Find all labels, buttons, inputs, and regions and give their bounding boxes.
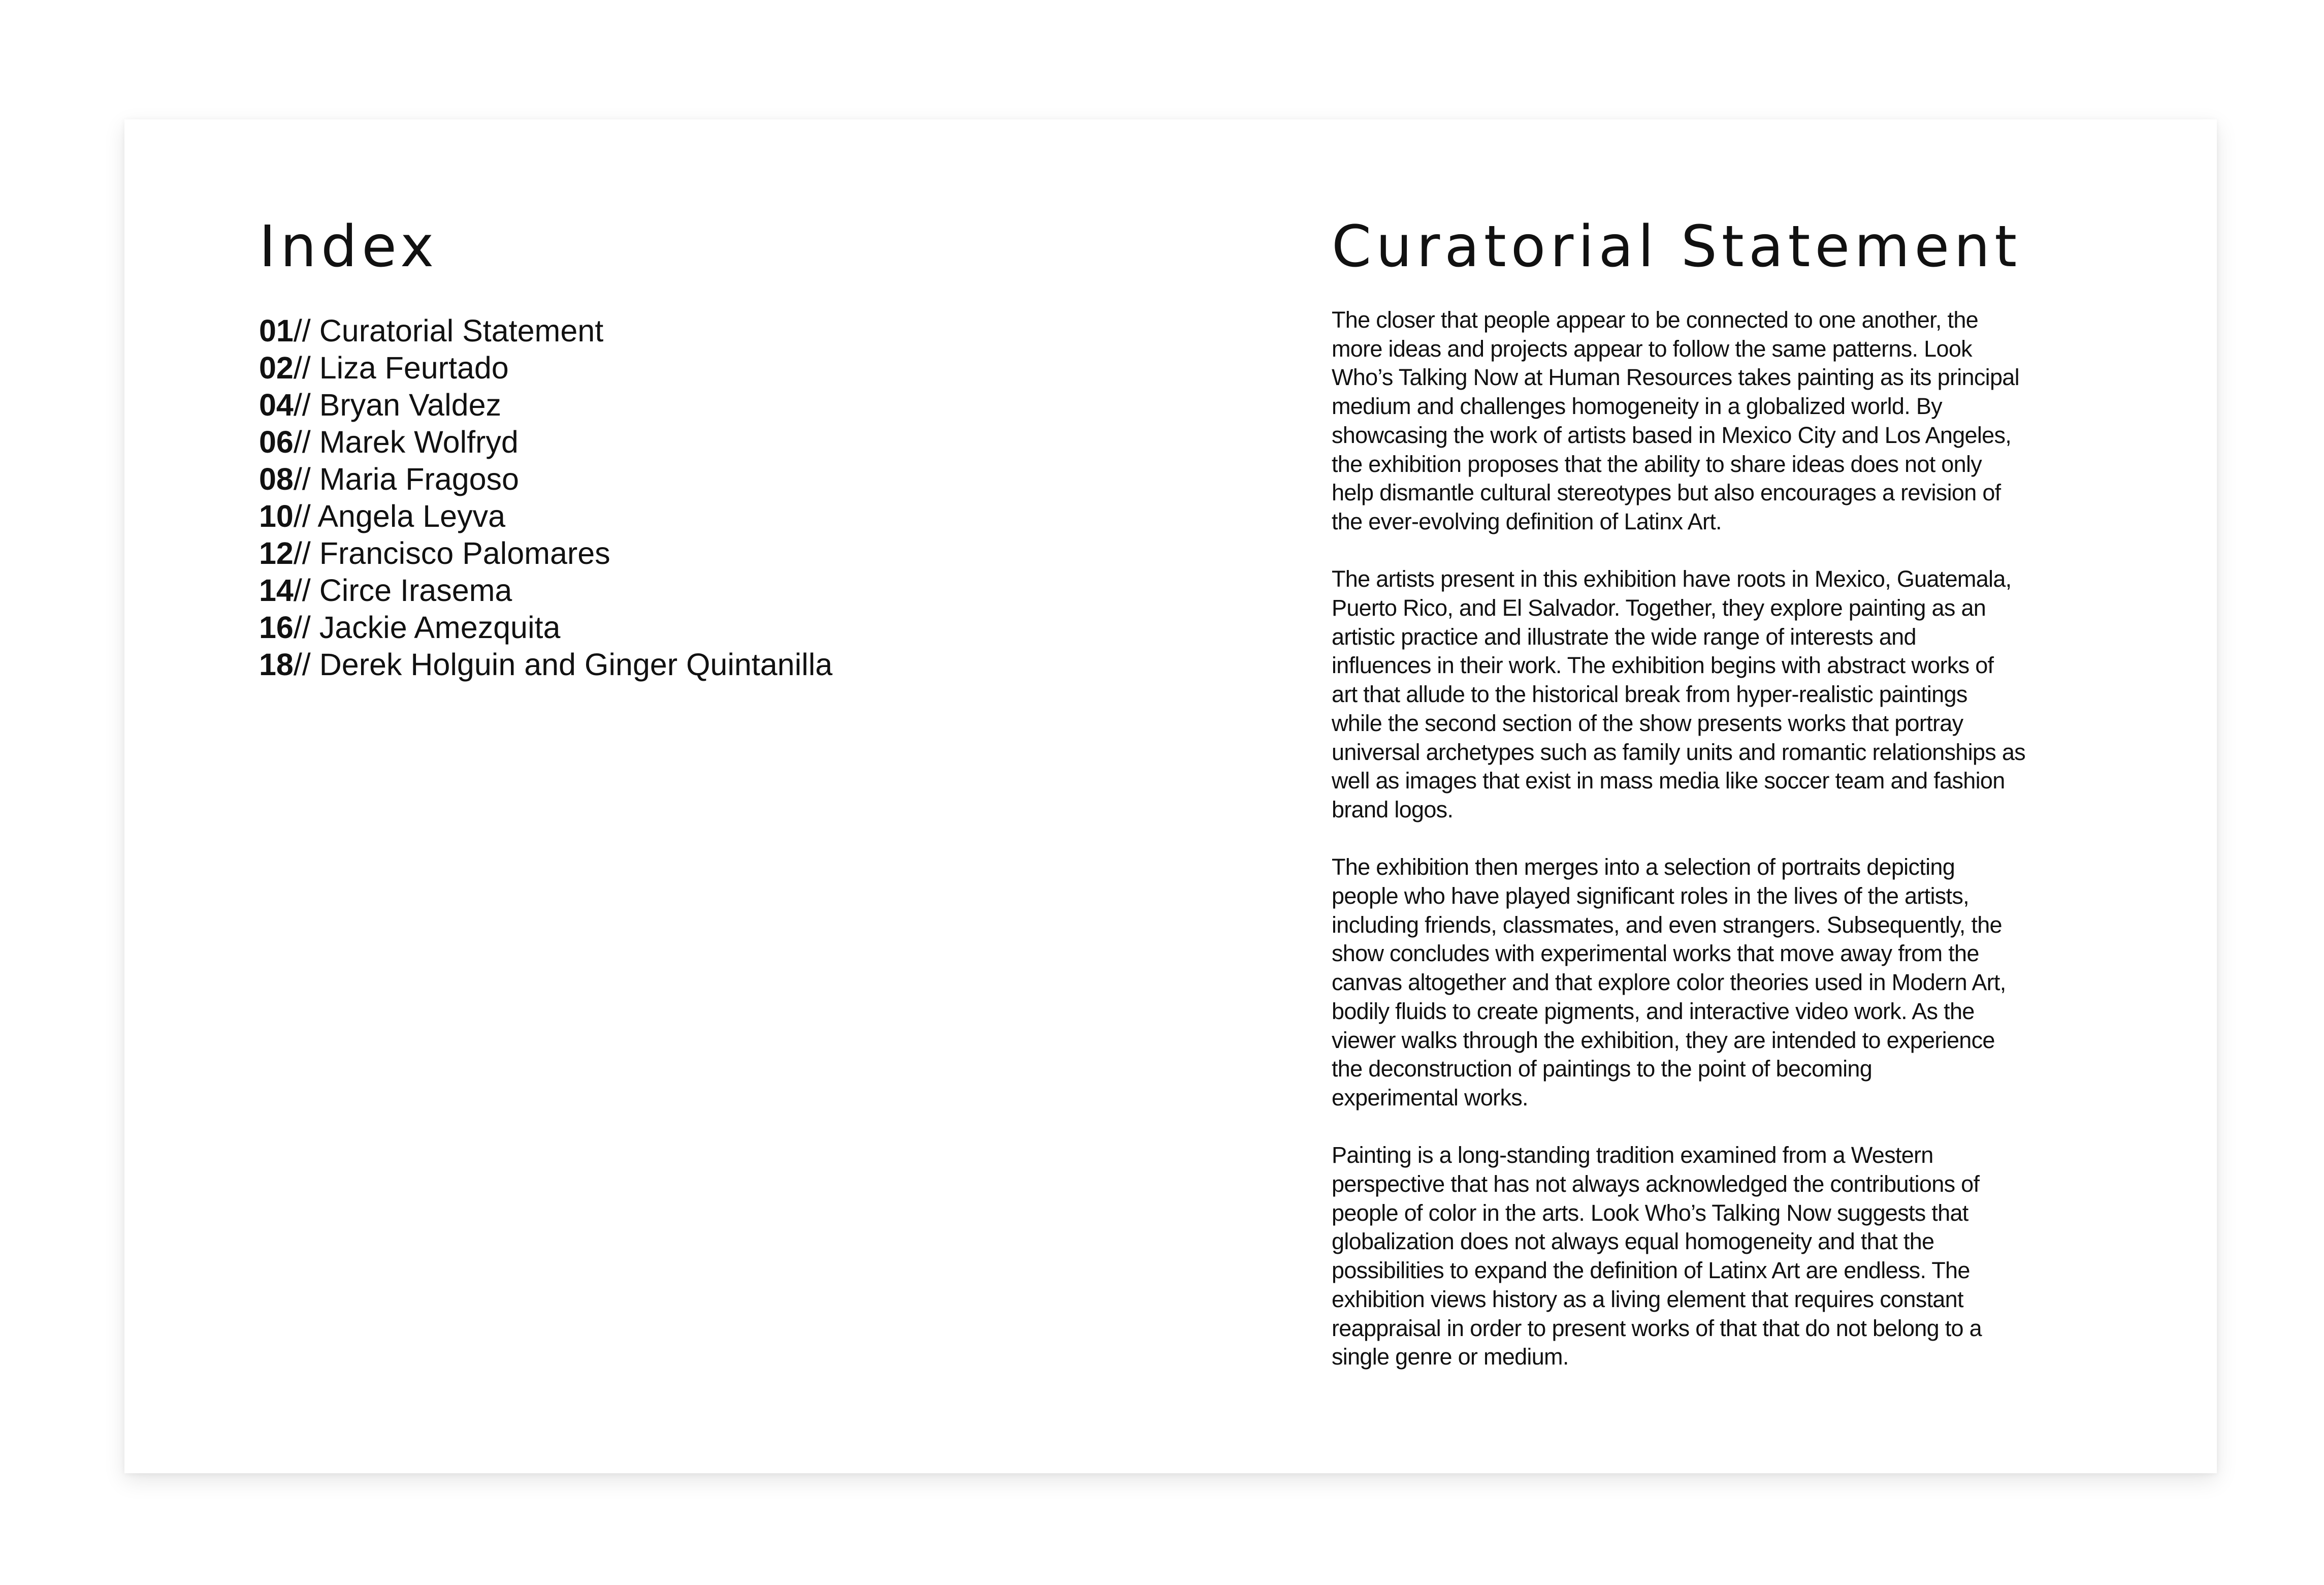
index-title: Index (259, 214, 439, 280)
index-item-separator: // (293, 536, 311, 570)
index-item-label: Francisco Palomares (319, 536, 610, 570)
index-item-label: Liza Feurtado (319, 351, 509, 385)
index-item-number: 14 (259, 573, 294, 608)
index-item-label: Angela Leyva (317, 499, 506, 533)
index-item (259, 609, 832, 646)
index-item-number: 06 (259, 425, 294, 459)
index-page (259, 214, 1122, 682)
index-list (259, 312, 832, 683)
statement-title: Curatorial Statement (1332, 214, 2022, 280)
index-item-separator: // (293, 313, 311, 348)
index-item (259, 461, 832, 498)
index-item-number: 12 (259, 536, 294, 570)
statement-body (1332, 306, 2093, 1401)
index-item-number: 16 (259, 610, 294, 645)
index-item (259, 498, 832, 535)
index-item-separator: // (293, 499, 311, 533)
index-item (259, 387, 832, 424)
index-item-separator: // (293, 610, 311, 645)
statement-paragraph: The exhibition then merges into a selection of portraits depicting people who have played significant roles in the lives of the artists, including friends, classmates, and even strangers. Subsequently, the show concludes with experimental works that move away from the canvas altogether and that explore color theories used in Modern Art, bodily fluids to create pigments, and interactive video work. As the viewer walks through the exhibition, they are intended to experience the deconstruction of paintings to the point of becoming experimental works. (1332, 854, 2006, 1111)
index-item-separator: // (293, 425, 311, 459)
index-item (259, 312, 832, 350)
index-item-separator: // (293, 388, 311, 422)
index-item-number: 01 (259, 313, 294, 348)
index-item-label: Curatorial Statement (319, 313, 604, 348)
index-item-label: Maria Fragoso (319, 462, 519, 496)
index-item-label: Jackie Amezquita (319, 610, 561, 645)
index-item-number: 08 (259, 462, 294, 496)
index-item-label: Derek Holguin and Ginger Quintanilla (319, 647, 833, 682)
statement-paragraph: The closer that people appear to be connected to one another, the more ideas and projects appear to follow the same patterns. Look Who’s Talking Now at Human Resources takes painting as its principal medium and challenges homogeneity in a globalized world. By showcasing the work of artists based in Mexico City and Los Angeles, the exhibition proposes that the ability to share ideas does not only help dismantle cultural stereotypes but also encourages a revision of the ever-evolving definition of Latinx Art. (1332, 307, 2019, 534)
statement-paragraph: Painting is a long-standing tradition examined from a Western perspective that has not always acknowledged the contributions of people of color in the arts. Look Who’s Talking Now suggests that globalization does not always equal homogeneity and that the possibilities to expand the definition of Latinx Art are endless. The exhibition views history as a living element that requires constant reappraisal in order to present works of that that do not belong to a single genre or medium. (1332, 1142, 1982, 1370)
booklet-spread (124, 119, 2217, 1473)
index-item-label: Marek Wolfryd (319, 425, 519, 459)
index-item-separator: // (293, 462, 311, 496)
index-item-label: Circe Irasema (319, 573, 512, 608)
index-item-number: 18 (259, 647, 294, 682)
index-item (259, 572, 832, 609)
statement-paragraph: The artists present in this exhibition have roots in Mexico, Guatemala, Puerto Rico, and El Salvador. Together, they explore painting as an artistic practice and illustrate the wide range of interests and influences in their work. The exhibition begins with abstract works of art that allude to the historical break from hyper-realistic paintings while the second section of the show presents works that portray universal archetypes such as family units and romantic relationships as well as images that exist in mass media like soccer team and fashion brand logos. (1332, 566, 2025, 822)
index-item (259, 535, 832, 572)
index-item-separator: // (293, 647, 311, 682)
index-item-number: 10 (259, 499, 294, 533)
index-item (259, 350, 832, 387)
curatorial-statement-page (1332, 214, 2093, 1370)
index-item (259, 646, 832, 683)
index-item-number: 04 (259, 388, 294, 422)
index-item-separator: // (293, 351, 311, 385)
index-item-separator: // (293, 573, 311, 608)
index-item-label: Bryan Valdez (319, 388, 502, 422)
index-item (259, 424, 832, 461)
index-item-number: 02 (259, 351, 294, 385)
